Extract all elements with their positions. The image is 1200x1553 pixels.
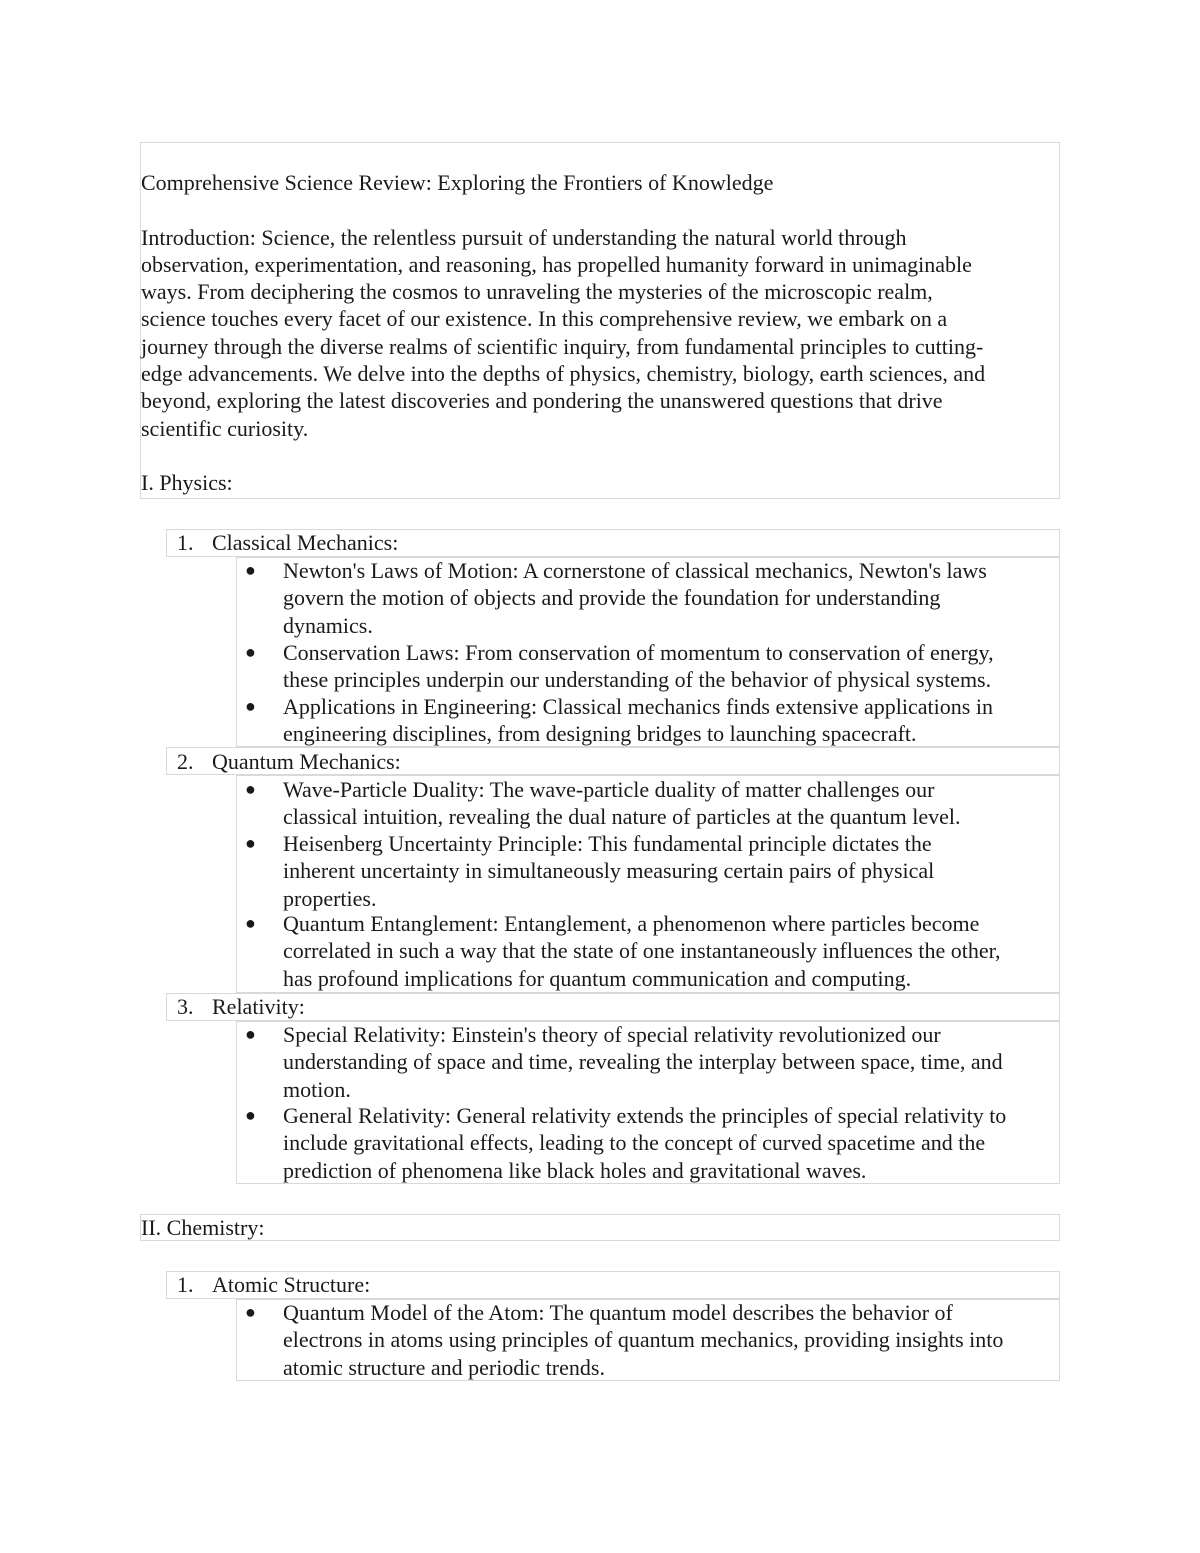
bullet-text bbox=[283, 1021, 1003, 1103]
bullet-line: classical intuition, revealing the dual nature of particles at the quantum level. bbox=[283, 804, 961, 830]
bullet-text bbox=[283, 639, 994, 694]
intro-section bbox=[141, 169, 985, 497]
bullet-text bbox=[283, 776, 961, 831]
bullet-line: engineering disciplines, from designing bridges to launching spacecraft. bbox=[283, 721, 917, 747]
bullet-line: Wave-Particle Duality: The wave-particle duality of matter challenges our bbox=[283, 777, 935, 802]
intro-line: Introduction: Science, the relentless pursuit of understanding the natural world through bbox=[141, 224, 907, 250]
document-title: Comprehensive Science Review: Exploring the Frontiers of Knowledge bbox=[141, 170, 774, 195]
spacer bbox=[141, 442, 985, 469]
list-number: 3. bbox=[177, 994, 194, 1019]
bullet-text bbox=[283, 1299, 1003, 1381]
chemistry-heading-box bbox=[140, 1214, 1060, 1241]
bullet-line: has profound implications for quantum communication and computing. bbox=[283, 965, 912, 991]
list-item-label: Quantum Mechanics: bbox=[212, 749, 401, 774]
bullet-icon: ● bbox=[245, 560, 256, 580]
intro-line: beyond, exploring the latest discoveries and pondering the unanswered questions that drive bbox=[141, 388, 943, 414]
list-item-label: Relativity: bbox=[212, 994, 305, 1019]
bullet-icon: ● bbox=[245, 1024, 256, 1044]
bullet-line: Heisenberg Uncertainty Principle: This fundamental principle dictates the bbox=[283, 831, 932, 856]
bullet-icon: ● bbox=[245, 913, 256, 933]
bullet-line: motion. bbox=[283, 1076, 351, 1102]
bullet-line: Quantum Model of the Atom: The quantum model describes the behavior of bbox=[283, 1300, 953, 1325]
intro-line: science touches every facet of our existence. In this comprehensive review, we embark on a bbox=[141, 306, 948, 332]
list-number: 1. bbox=[177, 1272, 194, 1297]
bullet-line: Conservation Laws: From conservation of momentum to conservation of energy, bbox=[283, 640, 994, 665]
bullet-line: General Relativity: General relativity extends the principles of special relativity to bbox=[283, 1103, 1007, 1128]
bullet-line: Newton's Laws of Motion: A cornerstone of classical mechanics, Newton's laws bbox=[283, 558, 987, 583]
chemistry-heading: II. Chemistry: bbox=[141, 1215, 265, 1240]
bullet-text bbox=[283, 557, 987, 639]
bullet-line: include gravitational effects, leading to the concept of curved spacetime and the bbox=[283, 1130, 986, 1156]
intro-line: edge advancements. We delve into the depths of physics, chemistry, biology, earth sciences, and bbox=[141, 361, 986, 387]
bullet-line: these principles underpin our understanding of the behavior of physical systems. bbox=[283, 667, 992, 693]
bullet-text bbox=[283, 830, 934, 912]
bullet-line: Applications in Engineering: Classical mechanics finds extensive applications in bbox=[283, 694, 993, 719]
list-number: 1. bbox=[177, 530, 194, 555]
bullet-line: govern the motion of objects and provide the foundation for understanding bbox=[283, 585, 941, 611]
bullet-line: dynamics. bbox=[283, 612, 373, 638]
list-item-label: Atomic Structure: bbox=[212, 1272, 371, 1297]
bullet-text bbox=[283, 693, 993, 748]
bullet-icon: ● bbox=[245, 779, 256, 799]
bullet-line: Quantum Entanglement: Entanglement, a phenomenon where particles become bbox=[283, 911, 980, 936]
bullet-icon: ● bbox=[245, 833, 256, 853]
bullet-line: prediction of phenomena like black holes and gravitational waves. bbox=[283, 1157, 867, 1183]
physics-heading: I. Physics: bbox=[141, 470, 233, 496]
bullet-line: properties. bbox=[283, 885, 377, 911]
bullet-icon: ● bbox=[245, 1302, 256, 1322]
spacer bbox=[141, 196, 985, 223]
bullet-line: correlated in such a way that the state of one instantaneously influences the other, bbox=[283, 938, 1001, 964]
bullet-icon: ● bbox=[245, 642, 256, 662]
bullet-line: atomic structure and periodic trends. bbox=[283, 1354, 605, 1380]
bullet-icon: ● bbox=[245, 696, 256, 716]
bullet-line: Special Relativity: Einstein's theory of special relativity revolutionized our bbox=[283, 1022, 941, 1047]
list-item-label: Classical Mechanics: bbox=[212, 530, 399, 555]
intro-line: scientific curiosity. bbox=[141, 415, 309, 441]
list-number: 2. bbox=[177, 749, 194, 774]
bullet-line: inherent uncertainty in simultaneously measuring certain pairs of physical bbox=[283, 858, 935, 884]
intro-line: journey through the diverse realms of scientific inquiry, from fundamental principles to cutting- bbox=[141, 333, 984, 359]
bullet-text bbox=[283, 910, 1001, 992]
intro-line: ways. From deciphering the cosmos to unraveling the mysteries of the microscopic realm, bbox=[141, 279, 933, 305]
bullet-text bbox=[283, 1102, 1006, 1184]
bullet-icon: ● bbox=[245, 1105, 256, 1125]
intro-line: observation, experimentation, and reasoning, has propelled humanity forward in unimaginable bbox=[141, 251, 972, 277]
bullet-line: understanding of space and time, revealing the interplay between space, time, and bbox=[283, 1049, 1003, 1075]
bullet-line: electrons in atoms using principles of quantum mechanics, providing insights into bbox=[283, 1327, 1004, 1353]
